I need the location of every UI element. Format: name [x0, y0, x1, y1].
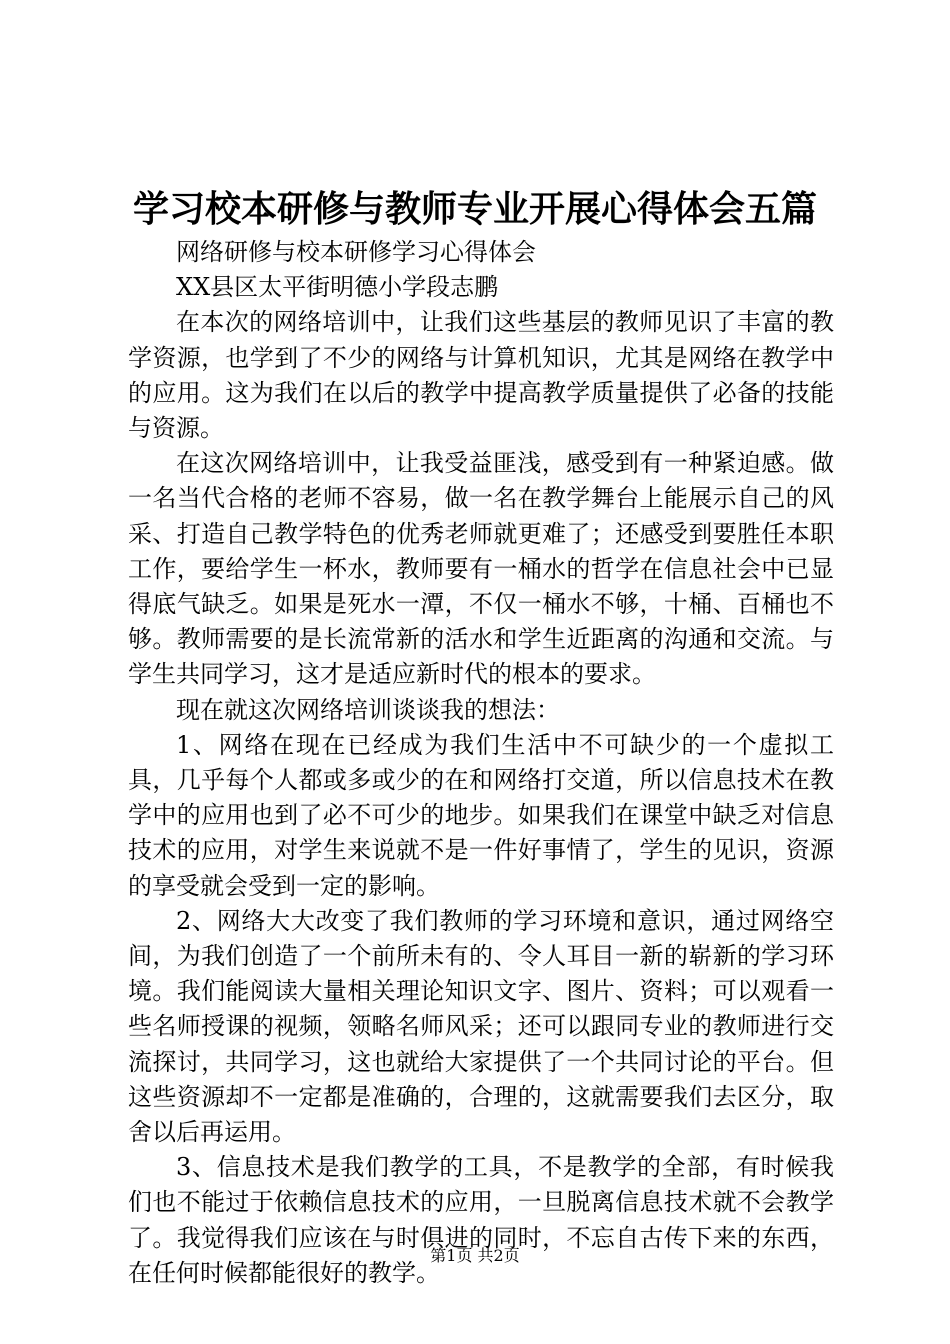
- document-body: [128, 235, 834, 1291]
- paragraph: 在本次的网络培训中，让我们这些基层的教师见识了丰富的教学资源，也学到了不少的网络与计算机知识，尤其是网络在教学中的应用。这为我们在以后的教学中提高教学质量提供了必备的技能与资源。: [128, 308, 834, 443]
- paragraph: 在这次网络培训中，让我受益匪浅，感受到有一种紧迫感。做一名当代合格的老师不容易，做一名在教学舞台上能展示自己的风采、打造自己教学特色的优秀老师就更难了；还感受到要胜任本职工作，要给学生一杯水，教师要有一桶水的哲学在信息社会中已显得底气缺乏。如果是死水一潭，不仅一桶水不够，十桶、百桶也不够。教师需要的是长流常新的活水和学生近距离的沟通和交流。与学生共同学习，这才是适应新时代的根本的要求。: [128, 449, 834, 689]
- subtitle: 网络研修与校本研修学习心得体会: [176, 238, 536, 266]
- paragraph: 3、信息技术是我们教学的工具，不是教学的全部，有时候我们也不能过于依赖信息技术的应用，一旦脱离信息技术就不会教学了。我觉得我们应该在与时俱进的同时，不忘自古传下来的东西，在任何时候都能很好的教学。: [128, 1153, 834, 1287]
- paragraph: 1、网络在现在已经成为我们生活中不可缺少的一个虚拟工具，几乎每个人都或多或少的在和网络打交道，所以信息技术在教学中的应用也到了必不可少的地步。如果我们在课堂中缺乏对信息技术的应用，对学生来说就不是一件好事情了，学生的见识，资源的享受就会受到一定的影响。: [128, 730, 834, 900]
- author-line: XX县区太平街明德小学段志鹏: [176, 273, 499, 302]
- page-number-footer: 第1页 共2页: [430, 1246, 520, 1265]
- paragraph: 2、网络大大改变了我们教师的学习环境和意识，通过网络空间，为我们创造了一个前所未有的、令人耳目一新的崭新的学习环境。我们能阅读大量相关理论知识文字、图片、资料；可以观看一些名师授课的视频，领略名师风采；还可以跟同专业的教师进行交流探讨，共同学习，这也就给大家提供了一个共同讨论的平台。但这些资源却不一定都是准确的，合理的，这就需要我们去区分，取舍以后再运用。: [128, 906, 834, 1147]
- document-title: 学习校本研修与教师专业开展心得体会五篇: [132, 188, 817, 230]
- paragraph: 现在就这次网络培训谈谈我的想法：: [176, 695, 560, 724]
